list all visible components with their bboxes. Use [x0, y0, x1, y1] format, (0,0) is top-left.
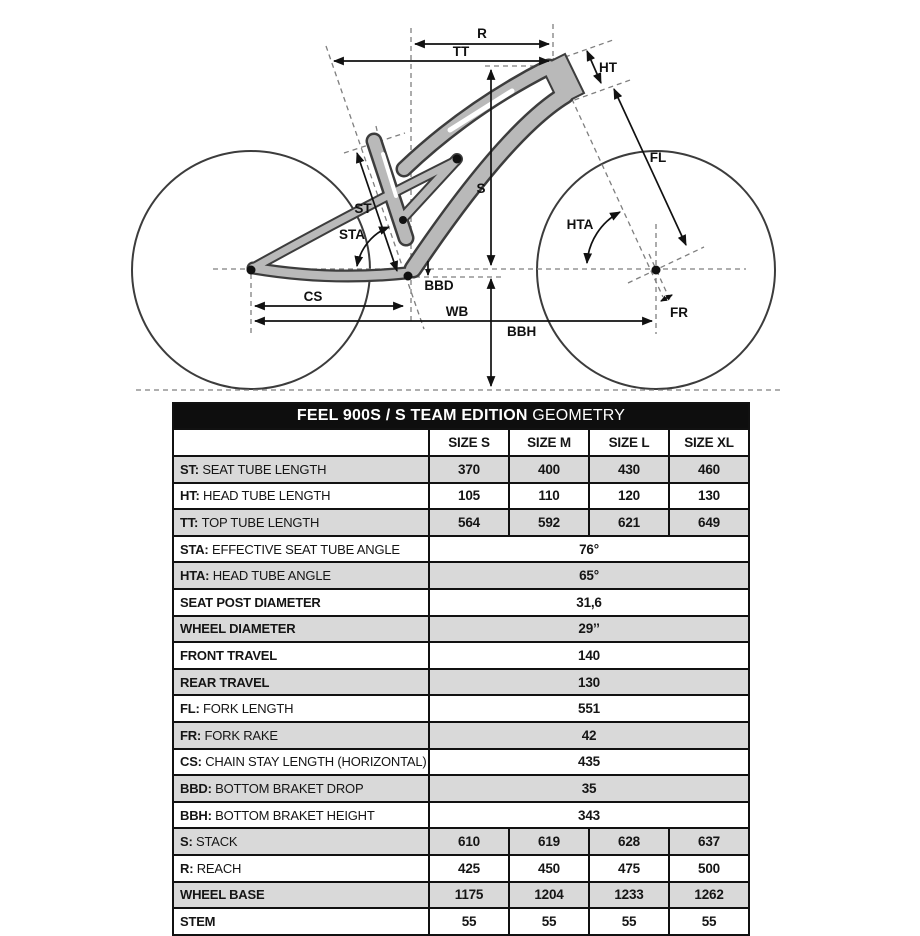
row-label: REAR TRAVEL: [173, 669, 429, 696]
row-label: STA: EFFECTIVE SEAT TUBE ANGLE: [173, 536, 429, 563]
table-row: [173, 908, 749, 935]
row-label-prefix: HTA:: [180, 568, 213, 584]
row-value: 610: [429, 828, 509, 855]
row-label: SEAT POST DIAMETER: [173, 589, 429, 616]
row-label: S: STACK: [173, 828, 429, 855]
dimension-labels: [304, 26, 689, 339]
row-label: CS: CHAIN STAY LENGTH (HORIZONTAL): [173, 749, 429, 776]
row-value: 475: [589, 855, 669, 882]
row-value: 1233: [589, 882, 669, 909]
row-value: 619: [509, 828, 589, 855]
row-value: 55: [589, 908, 669, 935]
row-value: 105: [429, 483, 509, 510]
rear-axle-dot: [247, 266, 256, 275]
link-pivot-dot: [399, 216, 407, 224]
bottom-bracket-dot: [404, 272, 413, 281]
row-label: WHEEL DIAMETER: [173, 616, 429, 643]
table-row: [173, 616, 749, 643]
row-value-merged: 42: [429, 722, 749, 749]
table-row: [173, 722, 749, 749]
table-title: [173, 403, 749, 429]
row-value: 564: [429, 509, 509, 536]
row-value-merged: 65°: [429, 562, 749, 589]
row-label-prefix: ST:: [180, 461, 203, 477]
row-label: FRONT TRAVEL: [173, 642, 429, 669]
chainstay-label: CS: [303, 289, 323, 304]
table-title-word: GEOMETRY: [532, 407, 626, 424]
bb-drop-label: BBD: [424, 278, 454, 293]
corner-cell: [173, 429, 429, 456]
row-label-prefix: STA:: [180, 541, 212, 557]
row-value: 637: [669, 828, 749, 855]
row-label: FL: FORK LENGTH: [173, 695, 429, 722]
row-value: 110: [509, 483, 589, 510]
row-label: BBH: BOTTOM BRAKET HEIGHT: [173, 802, 429, 829]
table-row: [173, 855, 749, 882]
row-label-prefix: FR:: [180, 727, 205, 743]
row-label: ST: SEAT TUBE LENGTH: [173, 456, 429, 483]
title-row: [173, 403, 749, 429]
fork-length-label: FL: [649, 150, 667, 165]
row-label: HT: HEAD TUBE LENGTH: [173, 483, 429, 510]
row-value: 500: [669, 855, 749, 882]
table-row: [173, 669, 749, 696]
row-value-merged: 551: [429, 695, 749, 722]
row-label: BBD: BOTTOM BRAKET DROP: [173, 775, 429, 802]
row-value: 120: [589, 483, 669, 510]
row-value: 628: [589, 828, 669, 855]
table-row: [173, 802, 749, 829]
fork-length-arrow: [614, 89, 686, 245]
row-value: 55: [669, 908, 749, 935]
bb-height-label: BBH: [507, 324, 537, 339]
row-value: 649: [669, 509, 749, 536]
size-column-header: SIZE L: [589, 429, 669, 456]
row-value: 592: [509, 509, 589, 536]
seat-angle-label: STA: [339, 227, 365, 242]
front-axle-dot: [652, 266, 661, 275]
row-label: STEM: [173, 908, 429, 935]
table-row: [173, 483, 749, 510]
row-value: 430: [589, 456, 669, 483]
size-column-header: SIZE M: [509, 429, 589, 456]
row-label: FR: FORK RAKE: [173, 722, 429, 749]
wheels: [132, 151, 775, 389]
table-row: [173, 562, 749, 589]
row-value-merged: 435: [429, 749, 749, 776]
row-label: TT: TOP TUBE LENGTH: [173, 509, 429, 536]
row-value: 130: [669, 483, 749, 510]
geometry-diagram: [0, 0, 920, 400]
row-value: 1262: [669, 882, 749, 909]
wheelbase-label: WB: [445, 304, 469, 319]
table-row: [173, 775, 749, 802]
row-value: 460: [669, 456, 749, 483]
row-value: 1204: [509, 882, 589, 909]
top-tube-label: TT: [452, 44, 470, 59]
hub-perpendicular-mark: [628, 247, 704, 283]
row-value: 450: [509, 855, 589, 882]
table-row: [173, 828, 749, 855]
row-value-merged: 140: [429, 642, 749, 669]
row-label-prefix: S:: [180, 834, 197, 850]
row-value: 621: [589, 509, 669, 536]
table-row: [173, 749, 749, 776]
row-label-prefix: CS:: [180, 754, 206, 770]
table-row: [173, 456, 749, 483]
table-row: [173, 695, 749, 722]
table-row: [173, 536, 749, 563]
table-row: [173, 509, 749, 536]
geometry-rows: [173, 456, 749, 935]
row-label-prefix: BBH:: [180, 807, 216, 823]
row-value-merged: 29’’: [429, 616, 749, 643]
row-label-prefix: HT:: [180, 488, 204, 504]
table-row: [173, 642, 749, 669]
table-row: [173, 589, 749, 616]
fork-rake-parallel-line: [649, 254, 671, 302]
table-row: [173, 882, 749, 909]
row-label-prefix: BBD:: [180, 780, 216, 796]
seat-tube-label: ST: [354, 201, 372, 216]
row-value-merged: 343: [429, 802, 749, 829]
row-value: 55: [429, 908, 509, 935]
fork-rake-label: FR: [670, 305, 688, 320]
row-label: HTA: HEAD TUBE ANGLE: [173, 562, 429, 589]
head-tube-label: HT: [599, 60, 617, 75]
head-angle-label: HTA: [566, 217, 594, 232]
row-value: 370: [429, 456, 509, 483]
row-label: WHEEL BASE: [173, 882, 429, 909]
row-label-prefix: TT:: [180, 514, 202, 530]
size-column-header: SIZE XL: [669, 429, 749, 456]
row-value-merged: 31,6: [429, 589, 749, 616]
row-label: R: REACH: [173, 855, 429, 882]
row-value: 400: [509, 456, 589, 483]
table-title-model: FEEL 900S / S TEAM EDITION: [296, 407, 528, 424]
size-column-header: SIZE S: [429, 429, 509, 456]
row-label-prefix: FL:: [180, 701, 204, 717]
row-value: 1175: [429, 882, 509, 909]
size-header-row: [173, 429, 749, 456]
stack-label: S: [476, 181, 486, 196]
reach-label: R: [477, 26, 487, 41]
row-value-merged: 35: [429, 775, 749, 802]
dimension-arrows: [255, 44, 686, 386]
row-value: 55: [509, 908, 589, 935]
frame-silhouette: [247, 54, 661, 281]
geometry-table: [172, 402, 750, 936]
row-value-merged: 76°: [429, 536, 749, 563]
row-label-prefix: R:: [180, 860, 197, 876]
rocker-pivot-dot: [453, 155, 462, 164]
row-value-merged: 130: [429, 669, 749, 696]
row-value: 425: [429, 855, 509, 882]
